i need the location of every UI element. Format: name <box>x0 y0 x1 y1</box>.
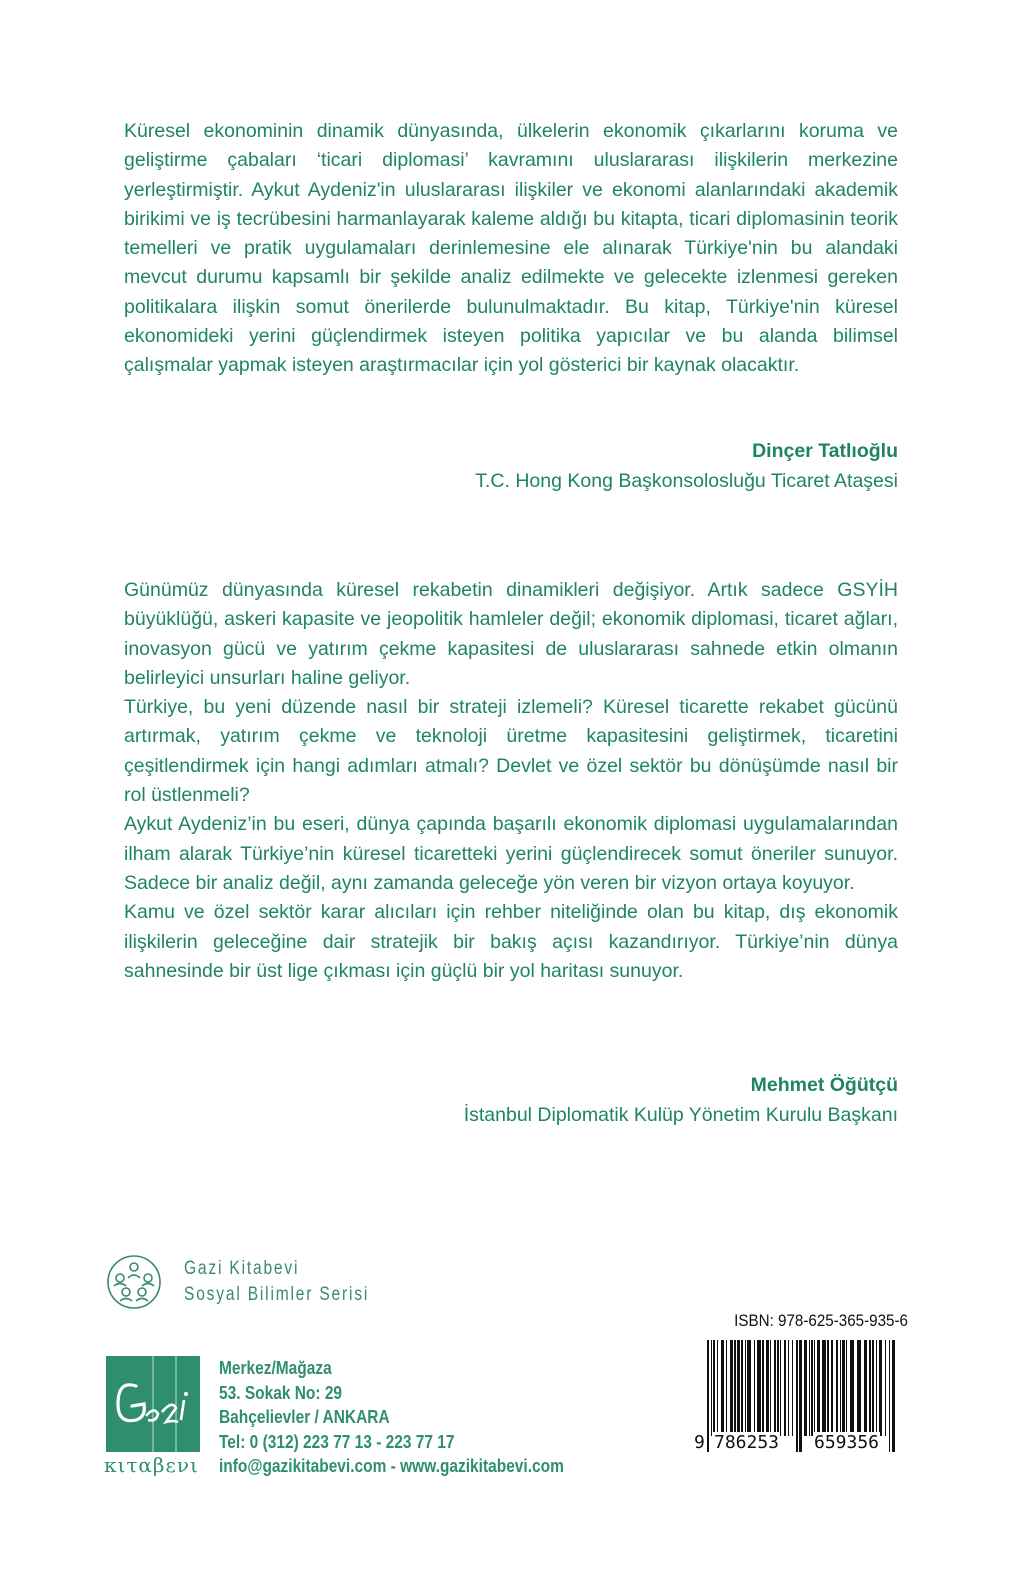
address-line: Merkez/Mağaza <box>219 1358 332 1378</box>
contact-line: info@gazikitabevi.com - www.gazikitabevi.com <box>219 1456 564 1476</box>
barcode-digit-group-2: 659356 <box>814 1432 880 1453</box>
gazi-logo-icon <box>106 1356 200 1452</box>
publisher-series-brand <box>106 1254 406 1314</box>
review-1-author: Dinçer Tatlıoğlu <box>752 440 898 462</box>
review-1-paragraph: Küresel ekonominin dinamik dünyasında, ülkelerin ekonomik çıkarlarını koruma ve geliştirme çabaları ‘ticari diplomasi’ kavramını uluslararası ilişkilerin merkezine yerleştirmiştir. Aykut Aydeniz'in uluslararası ilişkiler ve ekonomi alanlarındaki akademik birikimi ve iş tecrübesini harmanlayarak kaleme aldığı bu kitapta, ticari diplomasinin teorik temelleri ve pratik uygulamaları derinlemesine ele alınarak Türkiye'nin bu alandaki mevcut durumu kapsamlı bir şekilde analiz edilmekte ve gelecekte izlenmesi gereken politikalara ilişkin somut önerilerde bulunulmaktadır. Bu kitap, Türkiye'nin küresel ekonomideki yerini güçlendirmek isteyen politika yapıcılar ve bu alanda bilimsel çalışmalar yapmak isteyen araştırmacılar için yol gösterici bir kaynak olacaktır. <box>124 120 898 377</box>
review-1-signature <box>475 436 898 496</box>
review-1-author-title: T.C. Hong Kong Başkonsolosluğu Ticaret Ataşesi <box>475 470 898 492</box>
review-2-signature <box>464 1070 898 1130</box>
review-2-paragraph-2: Türkiye, bu yeni düzende nasıl bir strateji izlemeli? Küresel ticarette rekabet gücünü artırmak, yatırım çekme ve teknoloji üretme kapasitesini geliştirmek, ticaretini çeşitlendirmek için hangi adımları atmalı? Devlet ve özel sektör bu dönüşümde nasıl bir rol üstlenmeli? <box>124 696 898 807</box>
review-2-text <box>124 576 898 986</box>
publisher-address <box>219 1356 564 1479</box>
people-circle-icon <box>106 1254 162 1310</box>
gazi-logo <box>106 1356 200 1452</box>
address-line: Bahçelievler / ANKARA <box>219 1407 390 1427</box>
barcode-digit-first: 9 <box>694 1432 705 1453</box>
review-2-paragraph-4: Kamu ve özel sektör karar alıcıları için rehber niteliğinde olan bu kitap, dış ekonomik ilişkilerin geleceğine dair stratejik bir bakış açısı kazandırıyor. Türkiye’nin dünya sahnesinde bir üst lige çıkması için güçlü bir yol haritası sunuyor. <box>124 901 898 982</box>
review-1-text <box>124 117 898 381</box>
address-line: 53. Sokak No: 29 <box>219 1382 343 1403</box>
brand-name: Gazi Kitabevi <box>184 1258 300 1279</box>
phone-line: Tel: 0 (312) 223 77 13 - 223 77 17 <box>219 1431 455 1452</box>
review-2-paragraph-1: Günümüz dünyasında küresel rekabetin dinamikleri değişiyor. Artık sadece GSYİH büyüklüğü, askeri kapasite ve jeopolitik hamleler değil; ekonomik diplomasi, ticaret ağları, inovasyon gücü ve yatırım çekme kapasitesi de uluslararası sahnede etkin olmanın belirleyici unsurları haline geliyor. <box>124 579 898 689</box>
isbn-label: ISBN: 978-625-365-935-6 <box>734 1312 908 1330</box>
review-2-author: Mehmet Öğütçü <box>750 1074 898 1096</box>
barcode-digit-group-1: 786253 <box>714 1432 780 1453</box>
brand-series: Sosyal Bilimler Serisi <box>184 1284 370 1305</box>
review-2-paragraph-3: Aykut Aydeniz’in bu eseri, dünya çapında başarılı ekonomik diplomasi uygulamalarından ilham alarak Türkiye’nin küresel ticaretteki yerini güçlendirecek somut öneriler sunuyor. Sadece bir analiz değil, aynı zamanda geleceğe yön veren bir vizyon ortaya koyuyor. <box>124 813 898 894</box>
review-2-author-title: İstanbul Diplomatik Kulüp Yönetim Kurulu Başkanı <box>463 1104 898 1126</box>
logo-caption: κιταβενι <box>104 1453 199 1477</box>
barcode-digits <box>693 1432 907 1456</box>
